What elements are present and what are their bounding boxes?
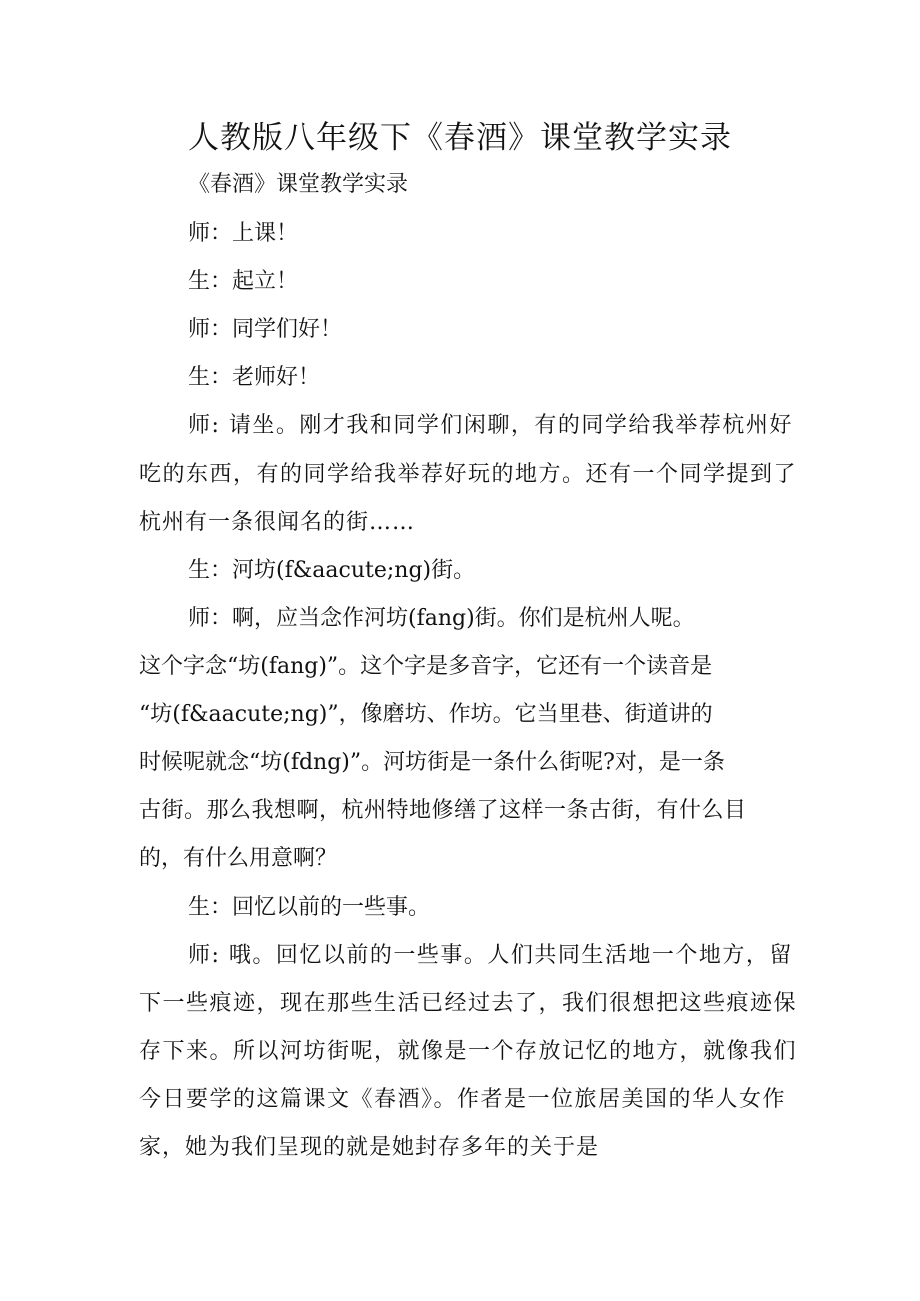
text-line: 吃的东西，有的同学给我举荐好玩的地方。还有一个同学提到了 bbox=[139, 462, 798, 487]
text-line: 时候呢就念“坊(fdng)”。河坊街是一条什么街呢?对，是一条 bbox=[139, 750, 725, 775]
text-line: 今日要学的这篇课文《春酒》。作者是一位旅居美国的华人女作 bbox=[139, 1087, 787, 1112]
text-line: 古街。那么我想啊，杭州特地修缮了这样一条古街，有什么目 bbox=[139, 798, 747, 823]
text-line: 家，她为我们呈现的就是她封存多年的关于是 bbox=[139, 1135, 600, 1160]
text-line: 师: 哦。回忆以前的一些事。人们共同生活地一个地方，留 bbox=[188, 943, 793, 968]
text-line: 师：同学们好！ bbox=[188, 317, 343, 342]
text-line: “坊(f&aacute;ng)”，像磨坊、作坊。它当里巷、街道讲的 bbox=[139, 702, 713, 727]
text-line: 生：老师好！ bbox=[188, 365, 321, 390]
text-line: 杭州有一条很闻名的街…… bbox=[139, 510, 416, 535]
text-line: 生：回忆以前的一些事。 bbox=[188, 895, 431, 920]
text-line: 下一些痕迹，现在那些生活已经过去了，我们很想把这些痕迹保 bbox=[139, 991, 798, 1016]
text-line: 存下来。所以河坊街呢，就像是一个存放记忆的地方，就像我们 bbox=[139, 1039, 798, 1064]
text-line: 生：起立！ bbox=[188, 269, 299, 294]
text-line: 《春酒》课堂教学实录 bbox=[188, 172, 409, 197]
text-line: 这个字念“坊(fang)”。这个字是多音字，它还有一个读音是 bbox=[139, 654, 713, 679]
text-line: 师：上课！ bbox=[188, 221, 299, 246]
text-line: 的，有什么用意啊？ bbox=[139, 846, 338, 871]
text-line: 师：啊，应当念作河坊(fang)街。你们是杭州人呢。 bbox=[188, 606, 695, 631]
text-line: 师: 请坐。刚才我和同学们闲聊，有的同学给我举荐杭州好 bbox=[188, 413, 793, 438]
text-line: 生：河坊(f&aacute;ng)街。 bbox=[188, 558, 476, 583]
document-title: 人教版八年级下《春酒》课堂教学实录 bbox=[188, 120, 732, 156]
